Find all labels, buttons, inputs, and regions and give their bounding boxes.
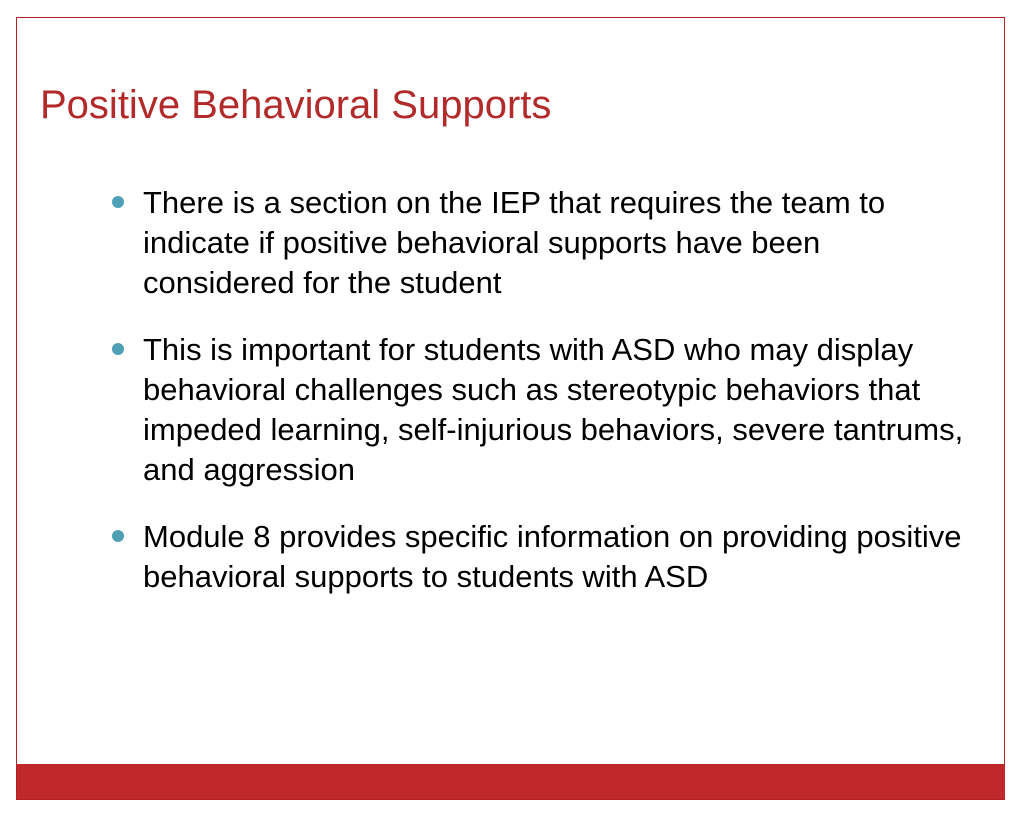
slide-title: Positive Behavioral Supports xyxy=(40,83,552,127)
bullet-text: There is a section on the IEP that requires the team to indicate if positive behavioral supports have been considered for the student xyxy=(143,185,886,300)
footer-bar xyxy=(17,764,1005,799)
bullet-dot-icon xyxy=(112,343,124,355)
bullet-dot-icon xyxy=(112,530,124,542)
bullet-text: Module 8 provides specific information on providing positive behavioral supports to students with ASD xyxy=(143,519,962,594)
bullet-item-iep-section xyxy=(143,183,973,303)
bullet-dot-icon xyxy=(112,196,124,208)
bullet-item-module-8 xyxy=(143,517,973,597)
bullet-list xyxy=(143,183,973,624)
bullet-text: This is important for students with ASD who may display behavioral challenges such as stereotypic behaviors that impeded learning, self-injurious behaviors, severe tantrums, and aggression xyxy=(143,332,964,487)
bullet-item-asd-importance xyxy=(143,330,973,490)
